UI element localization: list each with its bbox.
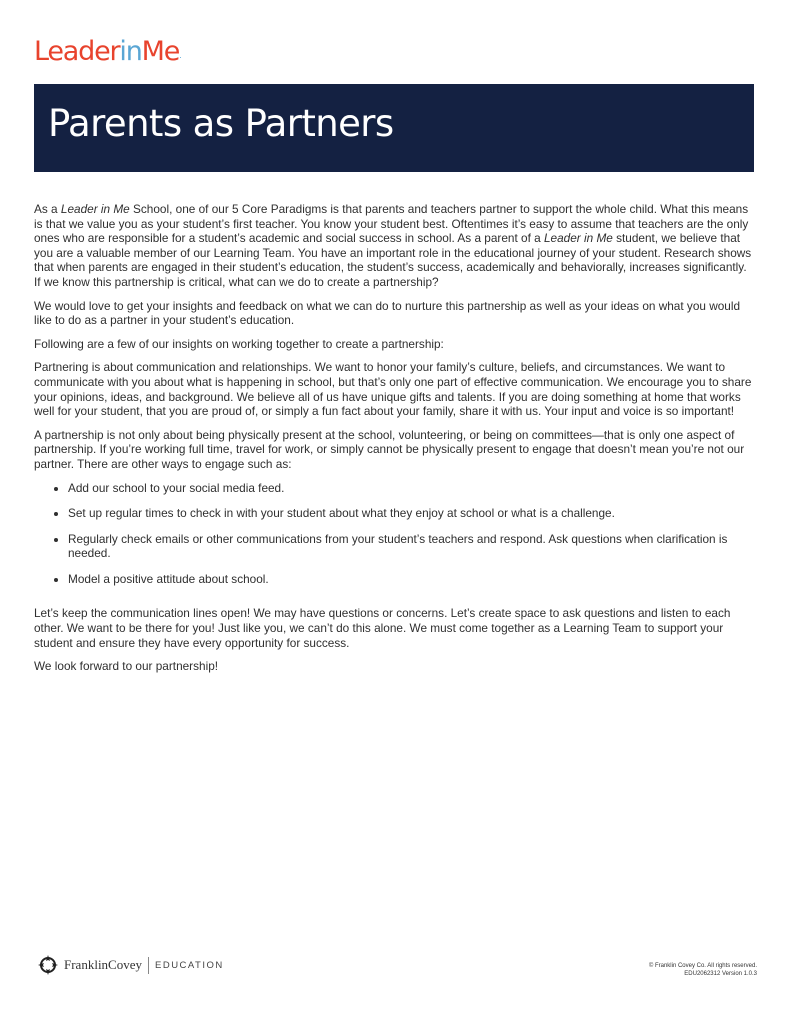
intro-paragraph [34,202,756,290]
paragraph-insights-request: We would love to get your insights and feedback on what we can do to nurture this partnership as well as your ideas on what you would like to do as a partner in your student’s education. [34,298,741,328]
closing-paragraph: We look forward to our partnership! [34,659,219,674]
franklincovey-compass-icon [38,955,58,975]
italic-brand-text: Leader in Me [543,231,613,246]
leader-in-me-logo: LeaderinMe. [34,36,182,67]
paragraph-partnership-aspects: A partnership is not only about being physically present at the school, volunteering, or being on committees—that is only one aspect of partnership. If you’re working full time, travel for work, or simply cannot be physically present to engage that doesn’t mean you’re not our partner. There are other ways to engage such as: [34,427,745,471]
list-item: • Model a positive attitude about school. [68,572,756,587]
body-content [34,202,756,683]
paragraph-text-segment: As a [34,202,61,216]
copyright-text: © Franklin Covey Co. All rights reserved. [648,963,757,969]
paragraph-following: Following are a few of our insights on working together to create a partnership: [34,336,444,351]
franklincovey-logo [38,955,224,975]
brand-divider [148,957,149,974]
paragraph-text-segment: School, one of our 5 Core Paradigms is that parents and teachers partner to support the whole child. What this means is that we value you as your student’s first teacher. You know your student best. Oftentimes it’s easy to assume that teachers are the only ones who are responsible for a student’s academic and social success in school. As a parent of a [34,202,749,246]
brand-division: EDUCATION [155,959,224,971]
title-banner [34,84,754,172]
paragraph-text-segment: student, we believe that you are a valuable member of our Learning Team. You have an important role in the educational journey of your student. Research shows that when parents are engaged in their student’s education, the student’s success, academically and behaviorally, increases significantly. If we know this partnership is critical, what can we do to create a partnership? [34,231,752,289]
list-item: • Regularly check emails or other communications from your student’s teachers and respond. Ask questions when clarification is needed. [68,532,756,561]
list-item: • Add our school to your social media feed. [68,481,756,496]
list-item: • Set up regular times to check in with your student about what they enjoy at school or what is a challenge. [68,506,756,521]
page-title: Parents as Partners [48,102,394,145]
brand-name: FranklinCovey [64,957,142,972]
paragraph-partnering: Partnering is about communication and relationships. We want to honor your family’s culture, beliefs, and circumstances. We want to communicate with you about what is happening in school, but that’s only one part of effective communication. We encourage you to share your opinions, ideas, and background. We believe all of us have unique gifts and talents. If you are doing something at home that works well for your student, that you are proud of, or simply a fun fact about your family, share it with us. Your input and voice is so important! [34,360,752,419]
document-code: EDU2062312 Version 1.0.3 [684,971,757,977]
paragraph-communication: Let’s keep the communication lines open! We may have questions or concerns. Let’s create space to ask questions and listen to each other. We want to be there for you! Just like you, we can’t do this alone. We must come together as a Learning Team to support your student and ensure they have every opportunity for success. [34,606,731,650]
engagement-list [34,481,756,587]
italic-brand-text: Leader in Me [60,202,130,216]
copyright-block [649,962,757,978]
